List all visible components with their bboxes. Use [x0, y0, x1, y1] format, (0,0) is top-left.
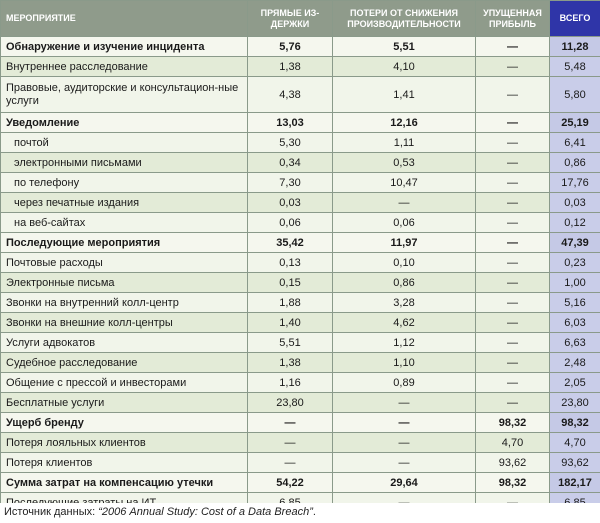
- cell-total: 4,70: [550, 433, 600, 453]
- cell-lost-profit: —: [476, 233, 550, 253]
- cell-direct-costs: 5,76: [248, 37, 333, 57]
- table-row: [1, 153, 600, 173]
- cell-lost-profit: —: [476, 153, 550, 173]
- cell-total: 17,76: [550, 173, 600, 193]
- table-row: [1, 333, 600, 353]
- cell-event: Бесплатные услуги: [1, 393, 248, 413]
- table-row: [1, 453, 600, 473]
- cell-lost-profit: —: [476, 313, 550, 333]
- cell-direct-costs: 1,16: [248, 373, 333, 393]
- table-row: [1, 173, 600, 193]
- cell-event: Сумма затрат на компенсацию утечки: [1, 473, 248, 493]
- cell-total: 93,62: [550, 453, 600, 473]
- table-body: [1, 37, 600, 513]
- cell-direct-costs: 23,80: [248, 393, 333, 413]
- table-row: [1, 293, 600, 313]
- cell-total: 0,23: [550, 253, 600, 273]
- cell-lost-profit: —: [476, 293, 550, 313]
- table-row: [1, 353, 600, 373]
- cell-productivity-loss: 0,89: [333, 373, 476, 393]
- cell-direct-costs: 1,38: [248, 57, 333, 77]
- cell-productivity-loss: 10,47: [333, 173, 476, 193]
- table-row: [1, 193, 600, 213]
- cell-productivity-loss: 1,11: [333, 133, 476, 153]
- cell-total: 0,12: [550, 213, 600, 233]
- source-prefix: Источник данных:: [4, 506, 99, 518]
- cell-event: через печатные издания: [1, 193, 248, 213]
- cell-total: 25,19: [550, 113, 600, 133]
- cell-total: 47,39: [550, 233, 600, 253]
- table-row: [1, 77, 600, 113]
- cell-total: 6,41: [550, 133, 600, 153]
- source-suffix: .: [312, 506, 316, 518]
- cell-lost-profit: 4,70: [476, 433, 550, 453]
- table-row: [1, 473, 600, 493]
- cell-lost-profit: —: [476, 113, 550, 133]
- column-header-direct-costs: ПРЯМЫЕ ИЗ-ДЕРЖКИ: [248, 1, 333, 37]
- cell-direct-costs: —: [248, 413, 333, 433]
- column-header-event: МЕРОПРИЯТИЕ: [1, 1, 248, 37]
- cell-direct-costs: 35,42: [248, 233, 333, 253]
- cell-lost-profit: —: [476, 333, 550, 353]
- cell-total: 2,48: [550, 353, 600, 373]
- cell-lost-profit: —: [476, 253, 550, 273]
- cell-direct-costs: 0,13: [248, 253, 333, 273]
- table-row: [1, 253, 600, 273]
- table-row: [1, 373, 600, 393]
- table-row: [1, 273, 600, 293]
- cell-productivity-loss: 1,10: [333, 353, 476, 373]
- cell-event: Звонки на внешние колл-центры: [1, 313, 248, 333]
- table-row: [1, 233, 600, 253]
- cell-total: 5,16: [550, 293, 600, 313]
- cell-event: Звонки на внутренний колл-центр: [1, 293, 248, 313]
- cell-productivity-loss: 11,97: [333, 233, 476, 253]
- cell-lost-profit: —: [476, 77, 550, 113]
- cell-event: Судебное расследование: [1, 353, 248, 373]
- cell-total: 2,05: [550, 373, 600, 393]
- cell-productivity-loss: 1,41: [333, 77, 476, 113]
- table-row: [1, 133, 600, 153]
- cell-event: на веб-сайтах: [1, 213, 248, 233]
- cell-total: 182,17: [550, 473, 600, 493]
- cell-direct-costs: 1,40: [248, 313, 333, 333]
- cell-total: 98,32: [550, 413, 600, 433]
- cell-productivity-loss: 4,10: [333, 57, 476, 77]
- cell-event: Электронные письма: [1, 273, 248, 293]
- cell-direct-costs: —: [248, 433, 333, 453]
- cell-direct-costs: 4,38: [248, 77, 333, 113]
- cell-direct-costs: 0,06: [248, 213, 333, 233]
- cell-lost-profit: 98,32: [476, 413, 550, 433]
- cell-total: 0,86: [550, 153, 600, 173]
- cell-direct-costs: 1,88: [248, 293, 333, 313]
- cell-direct-costs: 0,34: [248, 153, 333, 173]
- cell-direct-costs: 1,38: [248, 353, 333, 373]
- table-row: [1, 313, 600, 333]
- cell-direct-costs: 54,22: [248, 473, 333, 493]
- cell-productivity-loss: —: [333, 393, 476, 413]
- cell-event: электронными письмами: [1, 153, 248, 173]
- cell-lost-profit: —: [476, 213, 550, 233]
- cell-productivity-loss: —: [333, 193, 476, 213]
- cell-total: 0,03: [550, 193, 600, 213]
- cell-productivity-loss: 0,10: [333, 253, 476, 273]
- cell-event: Услуги адвокатов: [1, 333, 248, 353]
- cell-productivity-loss: 1,12: [333, 333, 476, 353]
- cell-event: Общение с прессой и инвесторами: [1, 373, 248, 393]
- cell-total: 6,03: [550, 313, 600, 333]
- cell-direct-costs: 7,30: [248, 173, 333, 193]
- cell-total: 1,00: [550, 273, 600, 293]
- cell-event: Почтовые расходы: [1, 253, 248, 273]
- cell-direct-costs: 5,30: [248, 133, 333, 153]
- cell-direct-costs: 5,51: [248, 333, 333, 353]
- cell-event: Обнаружение и изучение инцидента: [1, 37, 248, 57]
- column-header-lost-profit: УПУЩЕННАЯ ПРИБЫЛЬ: [476, 1, 550, 37]
- cell-productivity-loss: —: [333, 433, 476, 453]
- cell-productivity-loss: 29,64: [333, 473, 476, 493]
- table-row: [1, 213, 600, 233]
- cell-event: Внутреннее расследование: [1, 57, 248, 77]
- cell-event: Уведомление: [1, 113, 248, 133]
- cell-direct-costs: 13,03: [248, 113, 333, 133]
- cell-event: Потеря клиентов: [1, 453, 248, 473]
- cell-lost-profit: 98,32: [476, 473, 550, 493]
- table-row: [1, 413, 600, 433]
- cell-direct-costs: 0,03: [248, 193, 333, 213]
- cell-lost-profit: —: [476, 373, 550, 393]
- table-row: [1, 113, 600, 133]
- cell-total: 23,80: [550, 393, 600, 413]
- cell-total: 5,80: [550, 77, 600, 113]
- cell-productivity-loss: 0,86: [333, 273, 476, 293]
- table-row: [1, 57, 600, 77]
- source-title: “2006 Annual Study: Cost of a Data Breach”: [98, 506, 313, 518]
- cell-lost-profit: —: [476, 57, 550, 77]
- cell-event: Ущерб бренду: [1, 413, 248, 433]
- cell-productivity-loss: —: [333, 453, 476, 473]
- cell-total: 6,63: [550, 333, 600, 353]
- cell-lost-profit: —: [476, 273, 550, 293]
- cell-productivity-loss: 0,06: [333, 213, 476, 233]
- cell-productivity-loss: —: [333, 413, 476, 433]
- table-row: [1, 393, 600, 413]
- cell-productivity-loss: 0,53: [333, 153, 476, 173]
- cell-event: Последующие мероприятия: [1, 233, 248, 253]
- cell-event: Правовые, аудиторские и консультацион-ные услуги: [1, 77, 248, 113]
- cell-lost-profit: —: [476, 193, 550, 213]
- cell-lost-profit: 93,62: [476, 453, 550, 473]
- cell-lost-profit: —: [476, 173, 550, 193]
- cell-lost-profit: —: [476, 353, 550, 373]
- cell-lost-profit: —: [476, 133, 550, 153]
- cell-total: 5,48: [550, 57, 600, 77]
- cell-lost-profit: —: [476, 393, 550, 413]
- table-header-row: [1, 1, 600, 37]
- cell-event: по телефону: [1, 173, 248, 193]
- cell-productivity-loss: 4,62: [333, 313, 476, 333]
- cell-direct-costs: 0,15: [248, 273, 333, 293]
- cell-total: 11,28: [550, 37, 600, 57]
- cell-event: почтой: [1, 133, 248, 153]
- source-note: [0, 503, 600, 523]
- cell-direct-costs: —: [248, 453, 333, 473]
- cell-productivity-loss: 12,16: [333, 113, 476, 133]
- cell-productivity-loss: 3,28: [333, 293, 476, 313]
- table-row: [1, 37, 600, 57]
- cell-event: Потеря лояльных клиентов: [1, 433, 248, 453]
- cell-productivity-loss: 5,51: [333, 37, 476, 57]
- column-header-total: ВСЕГО: [550, 1, 600, 37]
- column-header-productivity-loss: ПОТЕРИ ОТ СНИЖЕНИЯ ПРОИЗВОДИТЕЛЬНОСТИ: [333, 1, 476, 37]
- table-row: [1, 433, 600, 453]
- cell-lost-profit: —: [476, 37, 550, 57]
